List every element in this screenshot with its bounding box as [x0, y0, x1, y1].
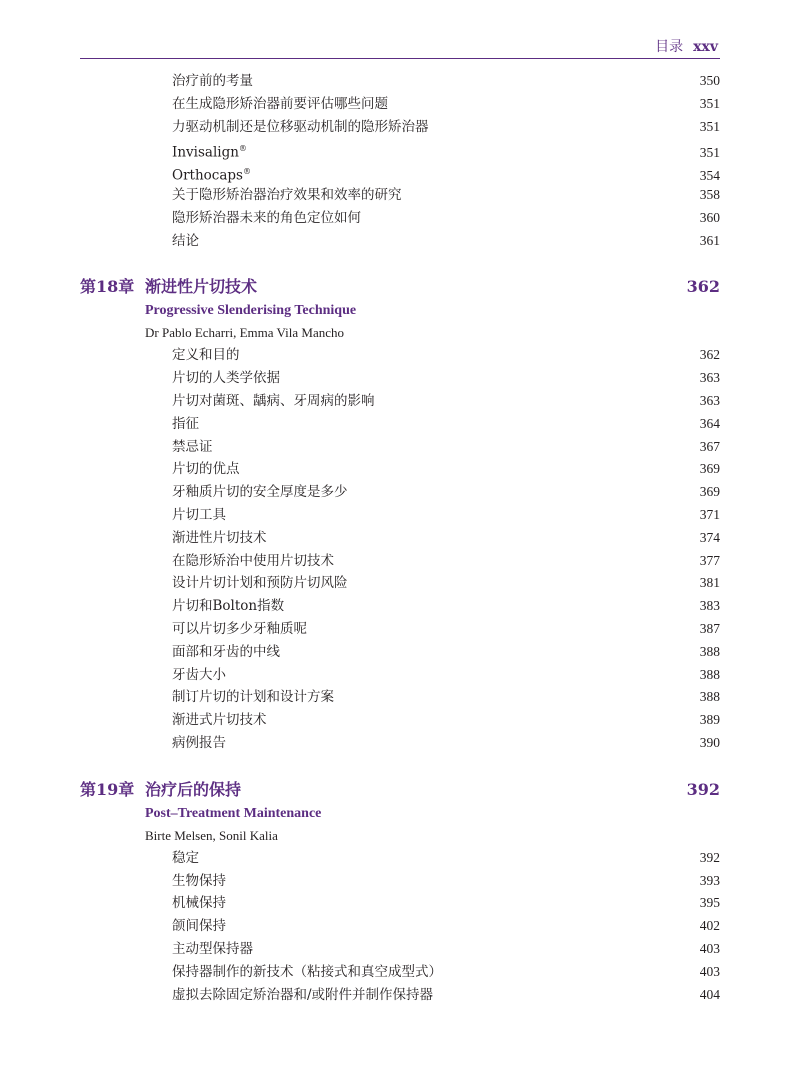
toc-entry[interactable] — [80, 847, 720, 870]
toc-entry-page: 360 — [699, 209, 720, 225]
toc-entry-title: 力驱动机制还是位移驱动机制的隐形矫治器 — [172, 118, 429, 135]
toc-entry-page: 404 — [699, 986, 720, 1002]
toc-entry-title: 设计片切计划和预防片切风险 — [172, 575, 348, 592]
toc-entry-title: 在生成隐形矫治器前要评估哪些问题 — [172, 95, 388, 112]
registered-mark: ® — [238, 144, 247, 154]
toc-entry[interactable] — [80, 413, 720, 436]
toc-entry-title: 指征 — [172, 415, 199, 432]
header-rule — [80, 58, 720, 59]
toc-entry[interactable] — [80, 481, 720, 504]
toc-entry[interactable] — [80, 138, 720, 161]
toc-entry[interactable] — [80, 436, 720, 459]
section-gap — [80, 252, 720, 274]
running-header-title: 目录 — [655, 39, 684, 55]
toc-entry[interactable] — [80, 595, 720, 618]
toc-entry[interactable] — [80, 618, 720, 641]
toc-entry-title: 面部和牙齿的中线 — [172, 643, 280, 660]
chapter-title: 渐进性片切技术 — [145, 277, 258, 297]
chapter-label — [80, 777, 241, 803]
toc-entry-page: 354 — [699, 167, 720, 183]
toc-entry-title: 可以片切多少牙釉质呢 — [172, 620, 307, 637]
toc-entry-title: 牙釉质片切的安全厚度是多少 — [172, 484, 348, 501]
chapter-english-title: Progressive Slenderising Technique — [145, 303, 357, 319]
toc-entry-title: Orthocaps® — [172, 167, 251, 184]
toc-entry-page: 367 — [699, 438, 720, 454]
toc-entry-title: 生物保持 — [172, 872, 226, 889]
toc-entry-title: 虚拟去除固定矫治器和/或附件并制作保持器 — [172, 986, 434, 1003]
toc-entry[interactable] — [80, 70, 720, 93]
toc-entry[interactable] — [80, 550, 720, 573]
toc-entry-page: 377 — [699, 552, 720, 568]
toc-entry-title: 片切的人类学依据 — [172, 370, 280, 387]
toc-entry-title: 主动型保持器 — [172, 940, 253, 957]
toc-entry-page: 383 — [699, 598, 720, 614]
toc-entry-page: 371 — [699, 506, 720, 522]
toc-entry[interactable] — [80, 93, 720, 116]
toc-entry[interactable] — [80, 458, 720, 481]
toc-content — [80, 70, 720, 1006]
chapter-authors: Dr Pablo Echarri, Emma Vila Mancho — [145, 325, 344, 341]
section-gap — [80, 755, 720, 777]
toc-entry-page: 389 — [699, 712, 720, 728]
toc-entry-page: 363 — [699, 392, 720, 408]
toc-entry-page: 402 — [699, 918, 720, 934]
toc-entry-page: 369 — [699, 484, 720, 500]
toc-entry[interactable] — [80, 344, 720, 367]
toc-entry-title: 结论 — [172, 232, 199, 249]
pre-entries-list — [80, 70, 720, 252]
toc-entry[interactable] — [80, 390, 720, 413]
toc-entry-page: 369 — [699, 461, 720, 477]
toc-entry-page: 351 — [699, 118, 720, 134]
toc-entry[interactable] — [80, 732, 720, 755]
toc-entry-title: 在隐形矫治中使用片切技术 — [172, 552, 334, 569]
toc-entry[interactable] — [80, 161, 720, 184]
toc-entry-page: 350 — [699, 73, 720, 88]
toc-entry[interactable] — [80, 870, 720, 893]
chapter-english-title: Post–Treatment Maintenance — [145, 805, 322, 821]
toc-entry[interactable] — [80, 116, 720, 139]
toc-entry-title: 片切的优点 — [172, 461, 240, 478]
toc-entry-title: Invisalign® — [172, 144, 247, 161]
toc-entry-page: 390 — [699, 734, 720, 750]
toc-entry-page: 388 — [699, 643, 720, 659]
toc-entry-page: 393 — [699, 872, 720, 888]
toc-entry-page: 351 — [699, 95, 720, 111]
chapters-list — [80, 274, 720, 1006]
toc-entry[interactable] — [80, 527, 720, 550]
toc-entry[interactable] — [80, 641, 720, 664]
toc-entry-title: 片切和Bolton指数 — [172, 598, 285, 615]
toc-entry-page: 403 — [699, 940, 720, 956]
chapter-page: 392 — [686, 779, 720, 799]
toc-entry-page: 403 — [699, 963, 720, 979]
toc-entry-title: 颌间保持 — [172, 918, 226, 935]
toc-entry[interactable] — [80, 664, 720, 687]
toc-entry[interactable] — [80, 504, 720, 527]
toc-entry-page: 364 — [699, 415, 720, 431]
toc-entry[interactable] — [80, 984, 720, 1007]
chapter-title: 治疗后的保持 — [145, 779, 242, 799]
toc-entry-page: 387 — [699, 620, 720, 636]
chapter-label — [80, 274, 257, 300]
toc-entry[interactable] — [80, 184, 720, 207]
chapter-number: 第19章 — [80, 779, 135, 799]
toc-entry-page: 388 — [699, 689, 720, 705]
running-header-page-number: xxv — [693, 39, 718, 55]
toc-entry-title: 病例报告 — [172, 734, 226, 751]
toc-entry-title: 渐进式片切技术 — [172, 712, 267, 729]
toc-entry-title: 渐进性片切技术 — [172, 529, 267, 546]
toc-entry-title: 治疗前的考量 — [172, 73, 253, 89]
toc-entry[interactable] — [80, 915, 720, 938]
toc-entry[interactable] — [80, 572, 720, 595]
toc-entry-title: 制订片切的计划和设计方案 — [172, 689, 334, 706]
toc-entry-title: 关于隐形矫治器治疗效果和效率的研究 — [172, 186, 402, 203]
chapter-heading[interactable] — [80, 274, 720, 300]
running-header — [655, 36, 718, 56]
toc-entry-title: 片切对菌斑、龋病、牙周病的影响 — [172, 392, 375, 409]
toc-entry-page: 374 — [699, 529, 720, 545]
toc-entry[interactable] — [80, 709, 720, 732]
toc-entry[interactable] — [80, 686, 720, 709]
toc-entry-page: 351 — [699, 144, 720, 160]
toc-entry[interactable] — [80, 207, 720, 230]
registered-mark: ® — [242, 167, 251, 177]
toc-entry-title: 禁忌证 — [172, 438, 213, 455]
toc-entry[interactable] — [80, 230, 720, 253]
toc-entry[interactable] — [80, 938, 720, 961]
toc-entry-title: 牙齿大小 — [172, 666, 226, 683]
toc-entry-page: 392 — [699, 849, 720, 865]
toc-entry-title: 片切工具 — [172, 506, 226, 523]
toc-entry-title: 机械保持 — [172, 895, 226, 912]
toc-entry-page: 361 — [699, 232, 720, 248]
chapter-page: 362 — [686, 277, 720, 297]
toc-entry-title: 隐形矫治器未来的角色定位如何 — [172, 209, 361, 226]
toc-entry-page: 395 — [699, 895, 720, 911]
toc-entry[interactable] — [80, 367, 720, 390]
toc-entry-title: 保持器制作的新技术（粘接式和真空成型式） — [172, 963, 442, 980]
toc-entry-page: 363 — [699, 370, 720, 386]
toc-entry-title: 定义和目的 — [172, 347, 240, 364]
chapter-number: 第18章 — [80, 277, 135, 297]
toc-entry[interactable] — [80, 892, 720, 915]
toc-entry-page: 388 — [699, 666, 720, 682]
chapter-heading[interactable] — [80, 777, 720, 803]
toc-entry-title: 稳定 — [172, 849, 199, 866]
toc-entry-page: 381 — [699, 575, 720, 591]
toc-entry-page: 358 — [699, 186, 720, 202]
chapter-authors: Birte Melsen, Sonil Kalia — [145, 827, 278, 843]
toc-entry-page: 362 — [699, 347, 720, 363]
toc-entry[interactable] — [80, 961, 720, 984]
